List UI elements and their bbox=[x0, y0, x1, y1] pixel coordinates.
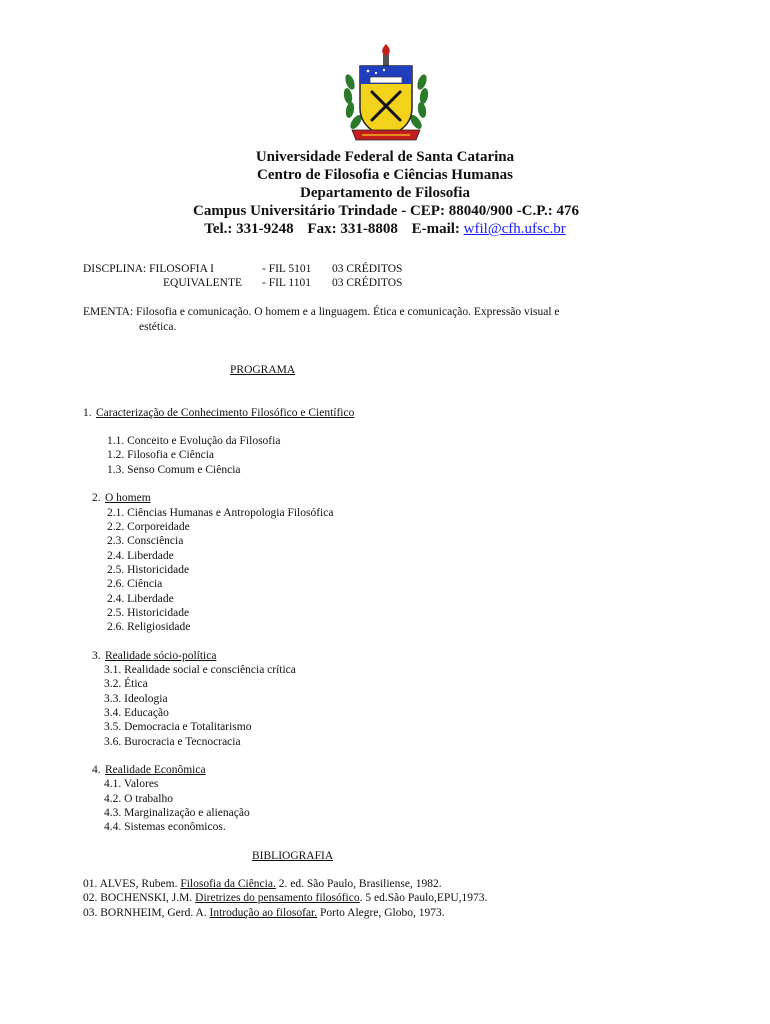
bibliography-entry bbox=[83, 891, 487, 905]
list-item: 2.4. Liberdade bbox=[107, 593, 174, 605]
equivalent-code: - FIL 1101 bbox=[262, 277, 311, 289]
bibliography-entry bbox=[83, 877, 442, 891]
section-number: 1. bbox=[83, 407, 92, 419]
section-title: Realidade sócio-política bbox=[105, 650, 217, 662]
list-item: 4.1. Valores bbox=[104, 778, 159, 790]
bibliography-author: 03. BORNHEIM, Gerd. A. bbox=[83, 907, 210, 919]
email-label: E-mail: bbox=[411, 221, 460, 237]
bibliography-author: 01. ALVES, Rubem. bbox=[83, 878, 181, 890]
section-title: Realidade Econômica bbox=[105, 764, 206, 776]
discipline-code: - FIL 5101 bbox=[262, 263, 312, 275]
center-name: Centro de Filosofia e Ciências Humanas bbox=[257, 167, 513, 183]
ementa-line-2: estética. bbox=[139, 321, 177, 333]
telephone: Tel.: 331-9248 bbox=[204, 221, 294, 237]
equivalent-label: EQUIVALENTE bbox=[163, 277, 242, 289]
list-item: 2.5. Historicidade bbox=[107, 564, 190, 576]
list-item: 1.1. Conceito e Evolução da Filosofia bbox=[107, 435, 281, 447]
section-title: O homem bbox=[105, 492, 151, 504]
bibliografia-heading: BIBLIOGRAFIA bbox=[252, 850, 334, 862]
ementa-line-1: EMENTA: Filosofia e comunicação. O homem e a linguagem. Ética e comunicação. Expressão visual e bbox=[83, 306, 560, 318]
list-item: 2.4. Liberdade bbox=[107, 550, 174, 562]
list-item: 2.2. Corporeidade bbox=[107, 521, 190, 533]
section-number: 4. bbox=[92, 764, 101, 776]
equivalent-credits: 03 CRÉDITOS bbox=[332, 277, 403, 289]
section-number: 3. bbox=[92, 650, 101, 662]
section-number: 2. bbox=[92, 492, 101, 504]
campus-address: Campus Universitário Trindade - CEP: 88040/900 -C.P.: 476 bbox=[193, 203, 579, 219]
bibliography-author: 02. BOCHENSKI, J.M. bbox=[83, 892, 196, 904]
section-title: Caracterização de Conhecimento Filosófico e Científico bbox=[96, 407, 355, 419]
list-item: 2.1. Ciências Humanas e Antropologia Filosófica bbox=[107, 507, 334, 519]
list-item: 4.2. O trabalho bbox=[104, 793, 173, 805]
list-item: 3.5. Democracia e Totalitarismo bbox=[104, 721, 252, 733]
department-name: Departamento de Filosofia bbox=[300, 185, 470, 201]
university-name: Universidade Federal de Santa Catarina bbox=[255, 149, 515, 165]
list-item: 3.4. Educação bbox=[104, 707, 169, 719]
list-item: 2.6. Religiosidade bbox=[107, 621, 191, 633]
list-item: 3.1. Realidade social e consciência crítica bbox=[104, 664, 296, 676]
email-link[interactable]: wfil@cfh.ufsc.br bbox=[463, 221, 566, 237]
list-item: 4.4. Sistemas econômicos. bbox=[104, 821, 226, 833]
list-item: 4.3. Marginalização e alienação bbox=[104, 807, 250, 819]
list-item: 3.6. Burocracia e Tecnocracia bbox=[104, 736, 241, 748]
discipline-label: DISCPLINA: FILOSOFIA I bbox=[83, 263, 214, 275]
bibliography-entry bbox=[83, 906, 445, 920]
contact-line bbox=[0, 220, 770, 238]
bibliography-publication: 2. ed. São Paulo, Brasiliense, 1982. bbox=[275, 878, 442, 890]
list-item: 2.3. Consciência bbox=[107, 535, 184, 547]
institution-header bbox=[0, 148, 770, 238]
list-item: 3.3. Ideologia bbox=[104, 693, 168, 705]
bibliography-publication: . 5 ed.São Paulo,EPU,1973. bbox=[359, 892, 488, 904]
list-item: 2.6. Ciência bbox=[107, 578, 163, 590]
discipline-credits: 03 CRÉDITOS bbox=[332, 263, 403, 275]
ufsc-coat-of-arms-logo bbox=[340, 44, 432, 148]
list-item: 3.2. Ética bbox=[104, 678, 148, 690]
bibliography-title: Filosofia da Ciência. bbox=[180, 878, 276, 890]
bibliography-title: Introdução ao filosofar. bbox=[209, 907, 318, 919]
bibliography-title: Diretrizes do pensamento filosófico bbox=[195, 892, 360, 904]
list-item: 1.3. Senso Comum e Ciência bbox=[107, 464, 241, 476]
list-item: 1.2. Filosofia e Ciência bbox=[107, 449, 214, 461]
list-item: 2.5. Historicidade bbox=[107, 607, 190, 619]
bibliography-publication: Porto Alegre, Globo, 1973. bbox=[317, 907, 445, 919]
programa-heading: PROGRAMA bbox=[230, 364, 296, 376]
fax: Fax: 331-8808 bbox=[307, 221, 398, 237]
